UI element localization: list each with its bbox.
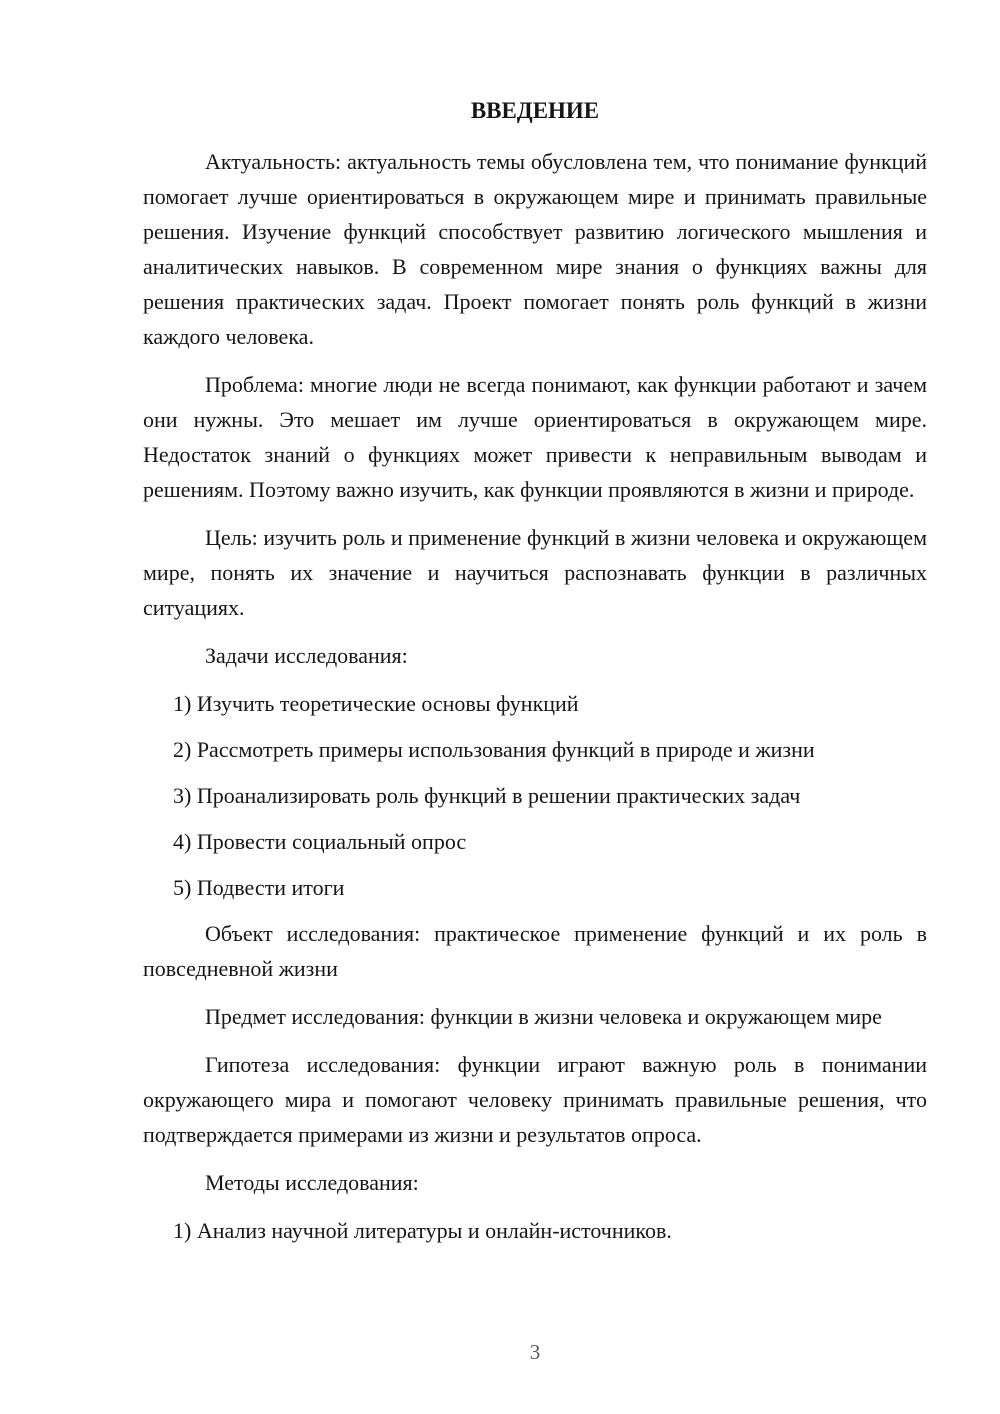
methods-label: Методы исследования: xyxy=(205,1170,419,1195)
paragraph-relevance: Актуальность: актуальность темы обусловлена тем, что понимание функций помогает лучше ориентироваться в окружающем мире и принимать правильные решения. Изучение функций способствует развитию логического мышления и аналитических навыков. В современном мире знания о функциях важны для решения практических задач. Проект помогает понять роль функций в жизни каждого человека. xyxy=(143,149,927,349)
tasks-label: Задачи исследования: xyxy=(205,643,408,668)
page-number: 3 xyxy=(529,1340,541,1364)
task-item-3: 3) Проанализировать роль функций в решении практических задач xyxy=(173,783,801,808)
paragraph-hypothesis: Гипотеза исследования: функции играют важную роль в понимании окружающего мира и помогают человеку принимать правильные решения, что подтверждается примерами из жизни и результатов опроса. xyxy=(143,1052,927,1147)
task-item-2: 2) Рассмотреть примеры использования функций в природе и жизни xyxy=(173,737,815,762)
paragraph-problem: Проблема: многие люди не всегда понимают, как функции работают и зачем они нужны. Это мешает им лучше ориентироваться в окружающем мире. Недостаток знаний о функциях может привести к неправильным выводам и решениям. Поэтому важно изучить, как функции проявляются в жизни и природе. xyxy=(143,372,927,502)
task-item-4: 4) Провести социальный опрос xyxy=(173,829,467,854)
paragraph-subject: Предмет исследования: функции в жизни человека и окружающем мире xyxy=(205,1004,882,1029)
paragraph-goal: Цель: изучить роль и применение функций в жизни человека и окружающем мире, понять их значение и научиться распознавать функции в различных ситуациях. xyxy=(143,525,927,620)
task-item-1: 1) Изучить теоретические основы функций xyxy=(173,691,579,716)
method-item-1: 1) Анализ научной литературы и онлайн-источников. xyxy=(173,1218,672,1243)
paragraph-object: Объект исследования: практическое применение функций и их роль в повседневной жизни xyxy=(143,921,927,981)
task-item-5: 5) Подвести итоги xyxy=(173,875,345,900)
section-heading: ВВЕДЕНИЕ xyxy=(470,98,600,123)
